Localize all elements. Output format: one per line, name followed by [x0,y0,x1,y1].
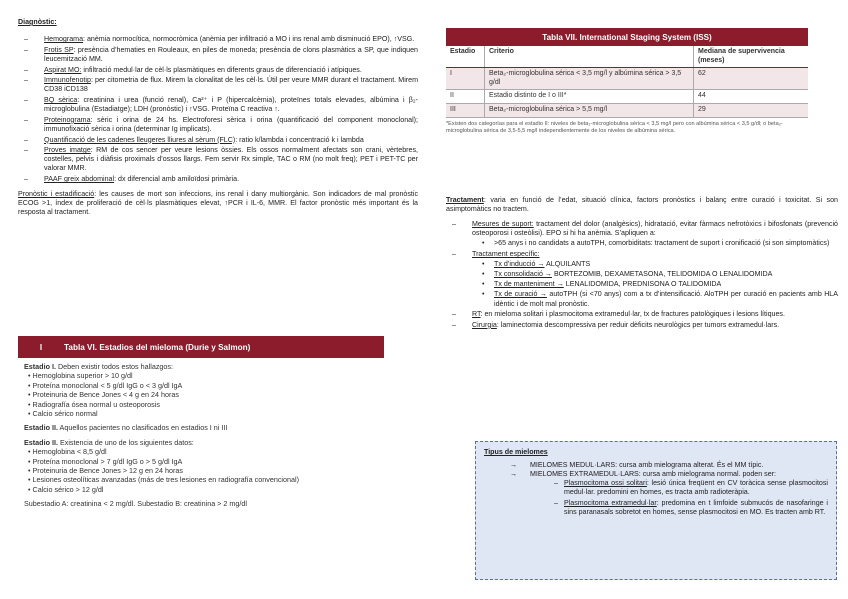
treatment-list [446,220,838,330]
arrow-icon: → [510,461,518,469]
list-item: – Hemograma: anèmia normocítica, normocròmica (anèmia per infiltració a MO i ins renal amb disminució EPO), ↑VSG. [18,35,418,44]
table-row: I Beta₂-microglobulina sérica < 3,5 mg/l y albúmina sérica > 3,5 g/dl 62 [446,68,808,90]
left-column [18,18,418,218]
table-footnote: *Existen dos categorías para el estadio II: niveles de beta₂-microglobulina sérica < 3,5 mg/l pero con albúmina sérica < 3,5 g/dl; o beta₂-microglobulina sérica de 3,5-5,5 mg/l independientemente de los niveles de albúmina sérica. [446,120,783,134]
list-item: • Tx d’inducció → ALQUILANTS [472,260,838,269]
list-item: • >65 anys i no candidats a autoTPH, comorbiditats: tractament de suport i cronificació (si son simptomàtics) [472,239,838,248]
arrow-icon: → [510,470,518,479]
table-row: II Estadio distinto de I o III* 44 [446,90,808,104]
myeloma-types-box: Tipus de mielomes → MIELOMES MEDUL·LARS: cursa amb mielograma alterat. És el MM típic. → MIELOMES EXTRAMEDUL·LARS: cursa amb mielograma normal. poden ser: – Plasmocitoma ossi solitari: lesió única freqüent en CV toràcica sense plasmocitosi medul·lar. predomini en homes, es tracta amb radioteràpia. – Plasmocitoma extramedul·lar: predomina en t limfoide submucós de nasofaringe i sins paranasals sobretot en homes, sense plasmocitosi en MO. Es tracten amb RT. [475,441,837,580]
list-item: – Mesures de suport: tractament del dolor (analgèsics), hidratació, evitar fàrmacs nefrotòxics i bifosfonats (prevenció osteoporosi i osteòlisi). EPO si hi ha anèmia. S’apliquen a: • >65 anys i no candidats a autoTPH, comorbiditats: tractament de suport i cronificació (si son simptomàtics) [446,220,838,248]
table-title: Tabla VII. International Staging System (ISS) [446,28,808,46]
list-item: – Proves imatge: RM de cos sencer per veure lesions òssies. Els ossos normalment afectats son crani, vèrtebres, costelles, pelvis i diàfisis proximals d’ossos llargs. Fem servir Rx simple, TAC o RM (no molt freq); PET i PET-TC per valorar MMR. [18,146,418,173]
durie-salmon-table [18,336,384,554]
table-number: I [39,342,43,352]
list-item: – Frotis SP: presència d’hematies en Rouleaux, en piles de moneda; presència de clons plasmàtics a SP, que indiquen leucemització MM. [18,46,418,64]
table-header [18,336,384,358]
table-row: III Beta₂-microglobulina sérica > 5,5 mg/l 29 [446,103,808,117]
list-item: – Quantificació de les cadenes lleugeres lliures al sèrum (FLC): ratio k/lambda i concentració k i lambda [18,136,418,145]
table-title: Tabla VI. Estadios del mieloma (Durie y Salmon) [64,342,251,352]
list-item: – Aspirat MO: infiltració medul·lar de cèl·ls plasmàtiques en diferents graus de diferenciació i atípiques. [18,66,418,75]
list-item: – Immunofenotip: per citometria de flux. Mirem la clonalitat de les cèl·ls. Útil per veure MMR durant el tractament. Mirem CD38 iCD138 [18,76,418,94]
table-body: Estadio I. Deben existir todos estos hallazgos: • Hemoglobina superior > 10 g/dl • Proteína monoclonal < 5 g/dl IgG o < 3 g/dl IgA • Proteinuria de Bence Jones < 4 g en 24 horas • Radiografía ósea normal u osteoporosis • Calcio sérico normal Estadio II. Aquellos pacientes no clasificados en estadios I ni III Estadio II. Existencia de uno de los siguientes datos: • Hemoglobina < 8,5 g/dl • Proteína monoclonal > 7 g/dl IgG o > 5 g/dl IgA • Proteinuria de Bence Jones > 12 g en 24 horas • Lesiones osteolíticas avanzadas (más de tres lesiones en radiografía convencional) • Calcio sérico > 12 g/dl Subestadio A: creatinina < 2 mg/dl. Subestadio B: creatinina > 2 mg/dl [18,358,384,513]
iss-table [446,28,808,135]
list-item: – RT: en mieloma solitari i plasmocitoma extramedul·lar, tx de fractures patològiques i lesions lítiques. [446,310,838,319]
list-item: – Cirurgia: laminectomia descompressiva per reduir dèficits neurològics per tumors extramedul·lars. [446,321,838,330]
list-item: – BQ sèrica: creatinina i urea (funció renal), Ca²⁺ i P (hipercalcèmia), proteïnes totals elevades, albúmina i β₂-microglobulina (Estadiatge); LDH (pronòstic) i ↑VSG. Proteïna C reactiva ↑. [18,96,418,114]
treatment-paragraph: Tractament: varia en funció de l’edat, situació clínica, factors pronòstics i balanç entre curació i toxicitat. Si son asimptomàtics no tractem. [446,196,838,214]
prognosis-paragraph: Pronòstic i estadificació: les causes de mort son infeccions, ins renal i dany multiorgànic. Son indicadors de mal pronòstic ECOG >1, índex de proliferació de cèl·ls plasmàtiques elevat, ↑PCR i IL-6, MMR. El factor pronòstic més important és la resposta al tractament. [18,190,419,217]
list-item: – Plasmocitoma extramedul·lar: predomina en t limfoide submucós de nasofaringe i sins paranasals sobretot en homes, sense plasmocitosi en MO. Es tracten amb RT. [484,499,828,517]
list-item: – Proteinograma: sèric i orina de 24 hs. Electroforesi sèrica i orina (quantificació del component monoclonal); immunofixació sèrica i orina (determinar Ig implicats). [18,116,418,134]
diagnosis-list [18,35,418,184]
right-column [446,196,838,332]
list-item: • Tx de curació → autoTPH (si <70 anys) com a tx d’intensificació. AloTPH per curació en pacients amb HLA idèntic i de molt mal pronòstic. [472,290,838,308]
list-item: • Tx de manteniment → LENALIDOMIDA, PREDNISONA O TALIDOMIDA [472,280,838,289]
list-item: • Tx consolidació → BORTEZOMIB, DEXAMETASONA, TELIDOMIDA O LENALIDOMIDA [472,270,838,279]
iss-grid: Estadio Criterio Mediana de supervivencia (meses) I Beta₂-microglobulina sérica < 3,5 mg/l y albúmina sérica > 3,5 g/dl 62 II Estadio distinto de I o III* 44 III Beta₂-microglobulina sérica > 5,5 mg/l 29 [446,46,808,118]
diagnosis-heading: Diagnòstic: [18,18,57,26]
list-item: – Tractament específic: • Tx d’inducció → ALQUILANTS • Tx consolidació → BORTEZOMIB, DEXAMETASONA, TELIDOMIDA O LENALIDOMIDA • Tx de manteniment → LENALIDOMIDA, PREDNISONA O TALIDOMIDA • Tx de curació → autoTPH (si <70 anys) com a tx d’intensificació. AloTPH per curació en pacients amb HLA idèntic i de molt mal pronòstic. [446,250,838,309]
list-item: – PAAF greix abdominal: dx diferencial amb amiloïdosi primària. [18,175,418,184]
list-item: – Plasmocitoma ossi solitari: lesió única freqüent en CV toràcica sense plasmocitosi medul·lar. predomini en homes, es tracta amb radioteràpia. [484,479,828,497]
box-title: Tipus de mielomes [484,448,548,456]
substage-note: Subestadio A: creatinina < 2 mg/dl. Subestadio B: creatinina > 2 mg/dl [24,499,247,509]
